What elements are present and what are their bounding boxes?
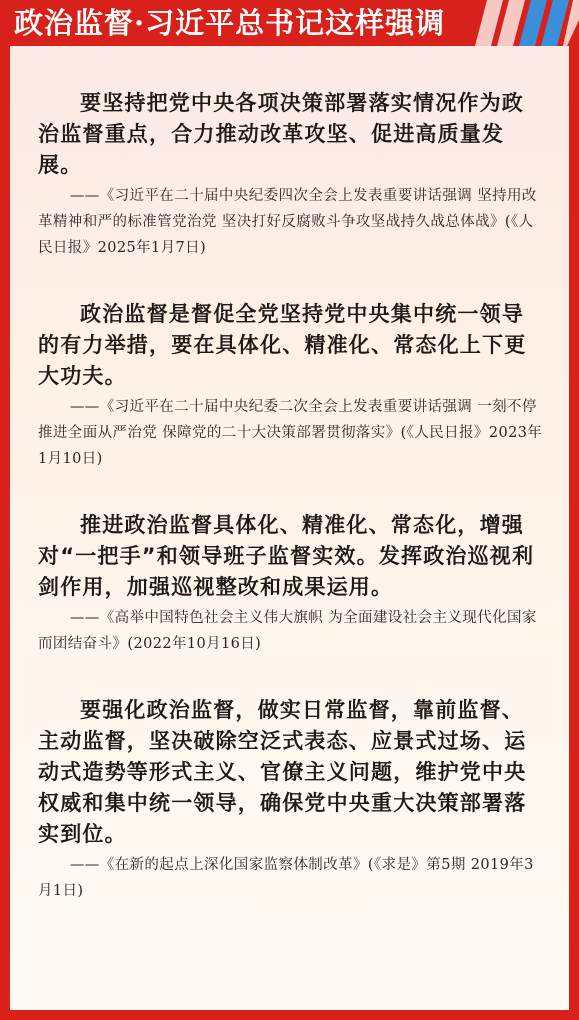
page-title: 政治监督·习近平总书记这样强调 [14,6,446,40]
quote-block [38,695,543,904]
quote-block [38,510,543,657]
quote-source: ——《习近平在二十届中央纪委二次全会上发表重要讲话强调 一刻不停推进全面从严治党 保障党的二十大决策部署贯彻落实》(《人民日报》2023年1月10日) [38,399,543,467]
quote-text: 要强化政治监督，做实日常监督，靠前监督、主动监督，坚决破除空泛式表态、应景式过场、运动式造势等形式主义、官僚主义问题，维护党中央权威和集中统一领导，确保党中央重大决策部署落实到位。 [38,698,527,846]
header-banner [0,0,579,46]
quote-block [38,299,543,472]
quotes-list [38,88,543,942]
quote-block [38,88,543,261]
quote-source: ——《习近平在二十届中央纪委四次全会上发表重要讲话强调 坚持用改革精神和严的标准管党治党 坚决打好反腐败斗争攻坚战持久战总体战》(《人民日报》2025年1月7日) [38,188,537,256]
quote-text: 政治监督是督促全党坚持党中央集中统一领导的有力举措，要在具体化、精准化、常态化上下更大功夫。 [38,302,527,388]
decorative-stripes-icon [469,0,579,46]
quote-text: 推进政治监督具体化、精准化、常态化，增强对“一把手”和领导班子监督实效。发挥政治巡视利剑作用，加强巡视整改和成果运用。 [38,513,535,599]
quote-source: ——《在新的起点上深化国家监察体制改革》(《求是》第5期 2019年3月1日) [38,857,534,899]
quote-source: ——《高举中国特色社会主义伟大旗帜 为全面建设社会主义现代化国家而团结奋斗》(2022年10月16日) [38,610,537,652]
quote-text: 要坚持把党中央各项决策部署落实情况作为政治监督重点，合力推动改革攻坚、促进高质量发展。 [38,91,524,177]
